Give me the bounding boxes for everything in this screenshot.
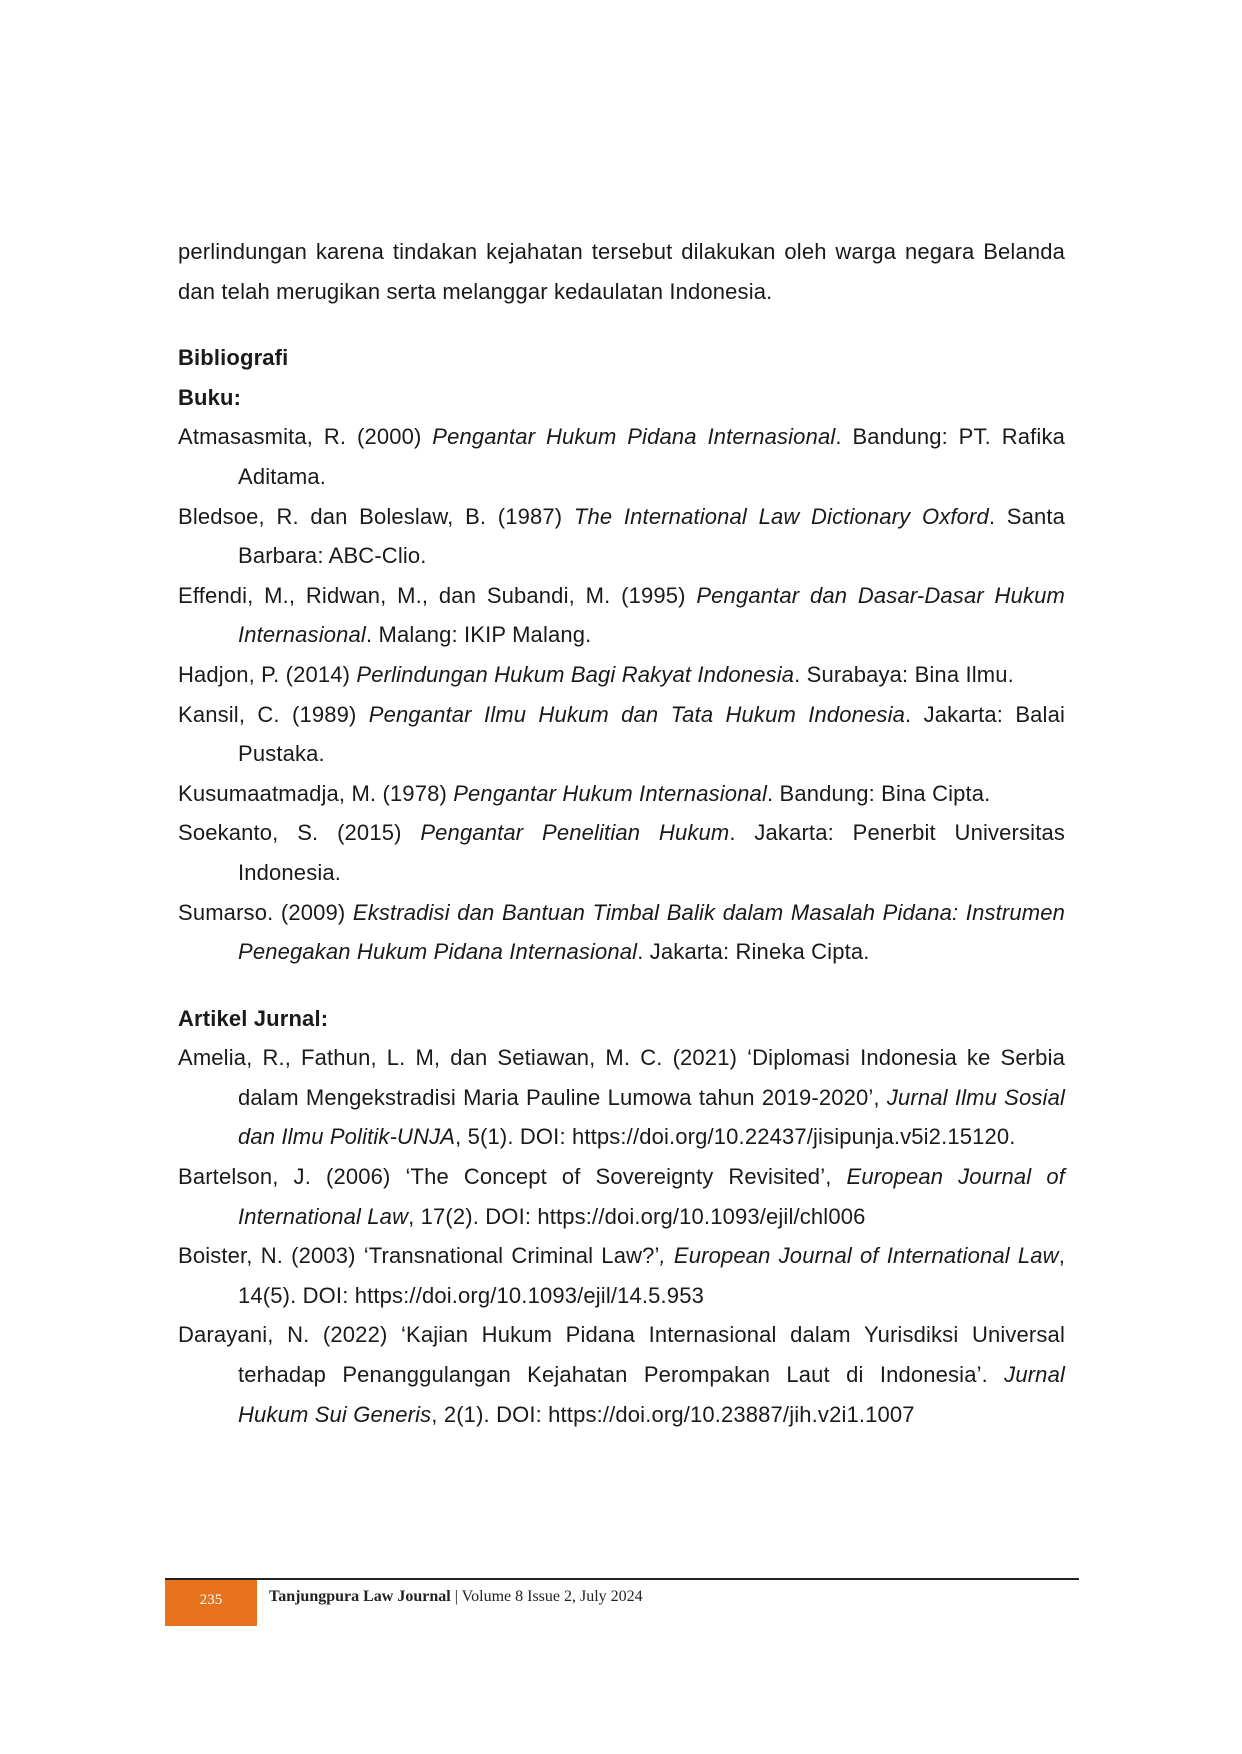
page-number: 235 — [165, 1580, 257, 1626]
book-reference: Effendi, M., Ridwan, M., dan Subandi, M. (1995) Pengantar dan Dasar-Dasar Hukum Internasional. Malang: IKIP Malang. — [178, 582, 1065, 648]
page-footer — [165, 1578, 1079, 1626]
footer-separator: | — [450, 1588, 462, 1605]
bibliography-title: Bibliografi — [178, 345, 289, 371]
article-reference: Bartelson, J. (2006) ‘The Concept of Sovereignty Revisited’, European Journal of International Law, 17(2). DOI: https://doi.org/10.1093/ejil/chl006 — [178, 1164, 1065, 1229]
footer-rule — [165, 1578, 1079, 1580]
book-reference: Bledsoe, R. dan Boleslaw, B. (1987) The International Law Dictionary Oxford. Santa Barbara: ABC-Clio. — [178, 503, 1066, 569]
journal-citation — [269, 1588, 643, 1606]
article-reference: Boister, N. (2003) ‘Transnational Criminal Law?’, European Journal of International Law, 14(5). DOI: https://doi.org/10.1093/ejil/14.5.953 — [178, 1243, 1065, 1308]
articles-heading: Artikel Jurnal: — [178, 1005, 329, 1031]
book-reference: Hadjon, P. (2014) Perlindungan Hukum Bagi Rakyat Indonesia. Surabaya: Bina Ilmu. — [178, 661, 1014, 687]
book-reference: Kansil, C. (1989) Pengantar Ilmu Hukum dan Tata Hukum Indonesia. Jakarta: Balai Pustaka. — [178, 701, 1066, 767]
journal-issue: Volume 8 Issue 2, July 2024 — [461, 1588, 643, 1605]
book-reference: Sumarso. (2009) Ekstradisi dan Bantuan Timbal Balik dalam Masalah Pidana: Instrumen Penegakan Hukum Pidana Internasional. Jakarta: Rineka Cipta. — [178, 899, 1065, 965]
book-reference: Kusumaatmadja, M. (1978) Pengantar Hukum Internasional. Bandung: Bina Cipta. — [178, 780, 991, 806]
journal-name: Tanjungpura Law Journal — [269, 1588, 451, 1605]
article-reference: Darayani, N. (2022) ‘Kajian Hukum Pidana Internasional dalam Yurisdiksi Universal terhadap Penanggulangan Kejahatan Perompakan Laut di Indonesia’. Jurnal Hukum Sui Generis, 2(1). DOI: https://doi.org/10.23887/jih.v2i1.1007 — [178, 1322, 1065, 1427]
article-reference: Amelia, R., Fathun, L. M, dan Setiawan, M. C. (2021) ‘Diplomasi Indonesia ke Serbia dalam Mengekstradisi Maria Pauline Lumowa tahun 2019-2020’, Jurnal Ilmu Sosial dan Ilmu Politik-UNJA, 5(1). DOI: https://doi.org/10.22437/jisipunja.v5i2.15120. — [178, 1045, 1066, 1150]
book-reference: Atmasasmita, R. (2000) Pengantar Hukum Pidana Internasional. Bandung: PT. Rafika Aditama. — [178, 424, 1065, 489]
intro-paragraph: perlindungan karena tindakan kejahatan tersebut dilakukan oleh warga negara Belanda dan telah merugikan serta melanggar kedaulatan Indonesia. — [178, 239, 1065, 304]
page-content — [178, 232, 1065, 1434]
books-list — [178, 417, 1065, 971]
books-heading: Buku: — [178, 384, 242, 410]
book-reference: Soekanto, S. (2015) Pengantar Penelitian Hukum. Jakarta: Penerbit Universitas Indonesia. — [178, 820, 1065, 885]
articles-list — [178, 1038, 1065, 1434]
